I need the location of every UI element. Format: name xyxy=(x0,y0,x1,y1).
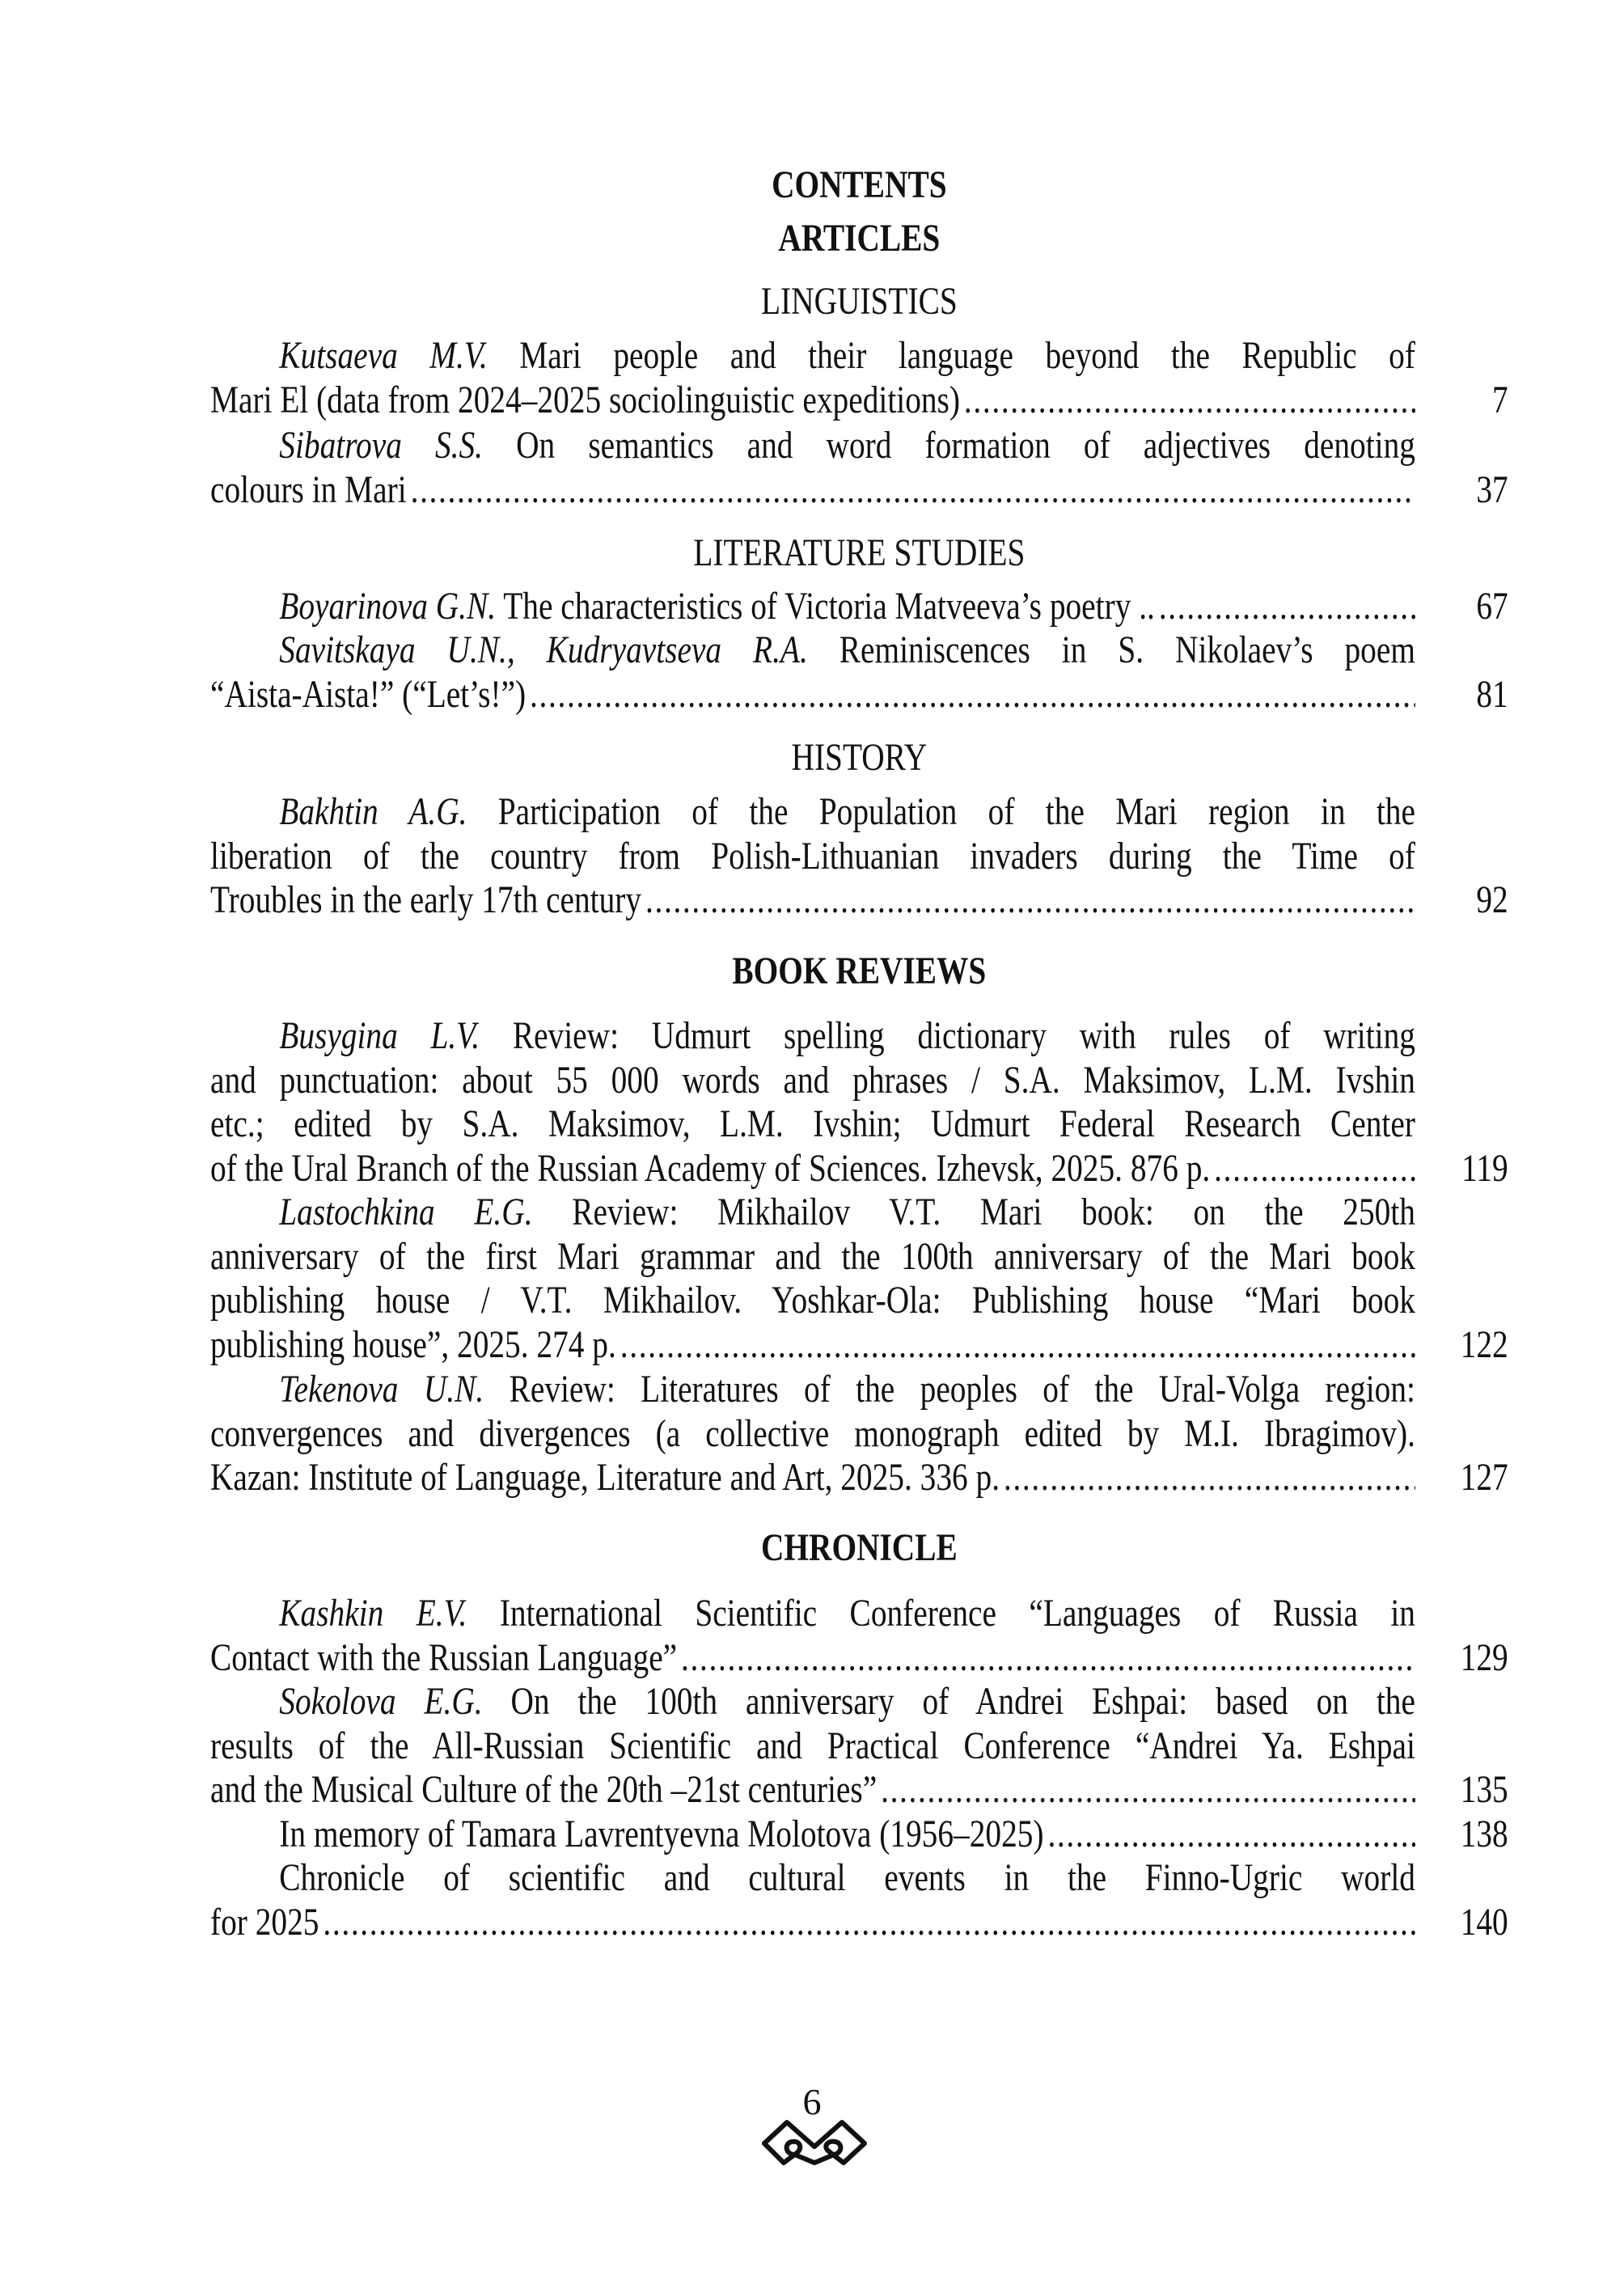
toc-entry-body xyxy=(210,790,1508,923)
entry-title-line: of the Ural Branch of the Russian Academy of Sciences. Izhevsk, 2025. 876 p. xyxy=(210,1146,1211,1190)
section-heading xyxy=(210,217,1508,261)
toc-line-text xyxy=(210,1813,1415,1857)
entry-title-line: and punctuation: about 55 000 words and phrases / S.A. Maksimov, L.M. Ivshin xyxy=(210,1058,1415,1102)
line-content xyxy=(210,1412,1415,1457)
entry-title-line: liberation of the country from Polish-Lithuanian invaders during the Time of xyxy=(210,834,1415,878)
dot-leader xyxy=(1000,1456,1415,1500)
entry-title-line: for 2025 xyxy=(210,1900,319,1944)
toc-entry[interactable] xyxy=(210,1014,1508,1191)
entry-title-line: “Aista-Aista!” (“Let’s!”) xyxy=(210,672,527,716)
toc-line-text xyxy=(210,1901,1415,1945)
toc-entry[interactable] xyxy=(210,1856,1508,1944)
line-content xyxy=(210,1901,1415,1945)
entry-title-line: On semantics and word formation of adjectives denoting xyxy=(483,424,1415,467)
toc-line xyxy=(210,1279,1508,1323)
toc-entry[interactable] xyxy=(210,1368,1508,1500)
line-words xyxy=(279,1592,1415,1635)
dot-leader xyxy=(616,1323,1415,1368)
entry-title-line: Mari people and their language beyond the Republic of xyxy=(487,334,1415,377)
line-words xyxy=(279,334,1415,377)
page-ref: 122 xyxy=(1460,1322,1508,1366)
page-ref: 129 xyxy=(1460,1635,1508,1679)
line-words xyxy=(210,835,1415,878)
toc-line-text xyxy=(210,1147,1415,1191)
toc-line-text xyxy=(210,1724,1415,1769)
toc-entry[interactable] xyxy=(210,585,1508,629)
toc-line-text xyxy=(210,1323,1415,1368)
entry-author: Tekenova U.N. xyxy=(279,1368,484,1411)
entry-title-line: publishing house / V.T. Mikhailov. Yoshkar-Ola: Publishing house “Mari book xyxy=(210,1279,1415,1322)
line-content xyxy=(210,1014,1415,1059)
toc-line-text xyxy=(210,628,1415,673)
toc-line xyxy=(210,1636,1508,1681)
line-words xyxy=(210,673,526,717)
toc-line xyxy=(210,1323,1508,1368)
line-content xyxy=(210,1191,1415,1235)
entry-title-line: Reminiscences in S. Nikolaev’s poem xyxy=(807,628,1415,671)
page-ref: 92 xyxy=(1476,878,1508,922)
ornament-icon xyxy=(758,2111,871,2176)
line-words xyxy=(210,1456,1000,1500)
line-content xyxy=(210,1680,1415,1724)
line-words xyxy=(210,1279,1415,1322)
toc-line-text xyxy=(210,1636,1415,1681)
toc-entry[interactable] xyxy=(210,334,1508,422)
line-content xyxy=(210,1147,1415,1191)
toc-line xyxy=(210,790,1508,835)
toc-line-text xyxy=(210,1059,1415,1103)
toc-line-text xyxy=(210,835,1415,879)
line-words xyxy=(210,1235,1415,1278)
page-ref xyxy=(1415,1102,1508,1147)
toc-line-text xyxy=(210,1102,1415,1147)
line-words xyxy=(210,1724,1415,1767)
entry-title-line: Review: Mikhailov V.T. Mari book: on the 250th xyxy=(532,1191,1415,1233)
toc-line xyxy=(210,1059,1508,1103)
toc-line xyxy=(210,878,1508,923)
dot-leader xyxy=(641,878,1415,923)
toc-line xyxy=(210,1014,1508,1059)
section-heading-text: LINGUISTICS xyxy=(761,280,958,323)
entry-title-line: International Scientific Conference “Languages of Russia in xyxy=(467,1592,1415,1635)
toc-line xyxy=(210,1856,1508,1901)
line-words xyxy=(210,878,641,923)
page-ref xyxy=(1415,1856,1508,1901)
toc-line xyxy=(210,334,1508,379)
line-words xyxy=(279,585,1155,629)
section-heading xyxy=(210,950,1508,994)
toc-entry-body xyxy=(210,424,1508,512)
toc-line xyxy=(210,1191,1508,1235)
entry-author: Savitskaya U.N., Kudryavtseva R.A. xyxy=(279,628,808,671)
entry-title-line: results of the All-Russian Scientific and Practical Conference “Andrei Ya. Eshpai xyxy=(210,1724,1415,1767)
dot-leader xyxy=(1044,1813,1415,1857)
line-content xyxy=(210,1768,1415,1813)
page-ref xyxy=(1415,1680,1508,1724)
line-words xyxy=(210,1636,677,1681)
line-content xyxy=(210,1279,1415,1323)
section-heading-text: ARTICLES xyxy=(778,217,941,260)
page-ref: 81 xyxy=(1476,672,1508,716)
entry-author: Kashkin E.V. xyxy=(279,1592,467,1635)
line-words xyxy=(279,1813,1043,1857)
page-ref: 37 xyxy=(1476,467,1508,511)
line-content xyxy=(210,628,1415,673)
toc-line xyxy=(210,835,1508,879)
line-words xyxy=(210,379,960,423)
line-content xyxy=(210,1102,1415,1147)
entry-title-line: In memory of Tamara Lavrentyevna Molotova (1956–2025) xyxy=(279,1813,1044,1855)
line-words xyxy=(279,424,1415,467)
line-content xyxy=(210,1813,1415,1857)
line-words xyxy=(210,468,407,513)
entry-title-line: Contact with the Russian Language” xyxy=(210,1635,678,1679)
toc-entry-body xyxy=(210,585,1508,629)
toc-line-text xyxy=(210,1856,1415,1901)
dot-leader xyxy=(877,1768,1415,1813)
line-content xyxy=(210,1456,1415,1500)
toc-line-text xyxy=(210,1412,1415,1457)
toc-line xyxy=(210,468,1508,513)
dot-leader xyxy=(960,379,1415,423)
page-ref xyxy=(1415,1368,1508,1412)
page-ref: 135 xyxy=(1460,1768,1508,1812)
line-content xyxy=(210,334,1415,379)
page-ref: 140 xyxy=(1460,1900,1508,1944)
line-content xyxy=(210,1059,1415,1103)
line-content xyxy=(210,835,1415,879)
page-ref xyxy=(1415,1235,1508,1280)
line-words xyxy=(279,1368,1415,1411)
page-ref: 67 xyxy=(1476,585,1508,628)
page-ref xyxy=(1415,1059,1508,1103)
page-ref xyxy=(1415,424,1508,468)
toc-entry-body xyxy=(210,1014,1508,1191)
line-words xyxy=(279,1191,1415,1233)
toc-line xyxy=(210,379,1508,423)
page-ref xyxy=(1415,1592,1508,1636)
section-heading-text: HISTORY xyxy=(791,736,928,779)
page-ref xyxy=(1415,1191,1508,1235)
toc-line-text xyxy=(210,585,1415,629)
toc-line xyxy=(210,1768,1508,1813)
toc-line-text xyxy=(210,1191,1415,1235)
entry-title-line: convergences and divergences (a collective monograph edited by M.I. Ibragimov). xyxy=(210,1411,1415,1455)
toc-line xyxy=(210,673,1508,717)
page-ref xyxy=(1415,1279,1508,1323)
line-content xyxy=(210,585,1415,629)
toc-line-text xyxy=(210,334,1415,379)
toc-line-text xyxy=(210,424,1415,468)
toc-entry-body xyxy=(210,1592,1508,1680)
contents-title: CONTENTS xyxy=(772,163,947,206)
page-ref xyxy=(1415,1724,1508,1769)
line-content xyxy=(210,673,1415,717)
toc-entry[interactable] xyxy=(210,1813,1508,1857)
entry-title-line: and the Musical Culture of the 20th –21st centuries” xyxy=(210,1768,878,1812)
dot-leader xyxy=(526,673,1415,717)
line-content xyxy=(210,1856,1415,1901)
toc-entry[interactable] xyxy=(210,1592,1508,1680)
section-heading xyxy=(210,531,1508,576)
toc-line-text xyxy=(210,1368,1415,1412)
entry-author: Sibatrova S.S. xyxy=(279,424,484,467)
toc-line-text xyxy=(210,1592,1415,1636)
line-content xyxy=(210,468,1415,513)
line-words xyxy=(210,1323,616,1368)
section-heading xyxy=(210,1526,1508,1571)
toc-line xyxy=(210,1592,1508,1636)
toc-line xyxy=(210,1724,1508,1769)
section-heading-text: BOOK REVIEWS xyxy=(732,950,987,992)
toc-line xyxy=(210,424,1508,468)
entry-title-line: The characteristics of Victoria Matveeva’s poetry .. xyxy=(496,585,1155,628)
toc-line-text xyxy=(210,468,1415,513)
toc-line xyxy=(210,585,1508,629)
entry-title-line: On the 100th anniversary of Andrei Eshpai: based on the xyxy=(482,1680,1415,1723)
toc-line-text xyxy=(210,1014,1415,1059)
entry-title-line: Review: Udmurt spelling dictionary with rules of writing xyxy=(480,1014,1415,1057)
line-words xyxy=(210,1102,1415,1145)
toc-line xyxy=(210,1147,1508,1191)
line-words xyxy=(279,1014,1415,1057)
entry-author: Kutsaeva M.V. xyxy=(279,334,488,377)
dot-leader xyxy=(1210,1147,1415,1191)
toc-line-text xyxy=(210,1279,1415,1323)
dot-leader xyxy=(319,1901,1415,1945)
line-words xyxy=(210,1147,1210,1191)
page-number: 6 xyxy=(802,2081,822,2122)
entry-title-line: Review: Literatures of the peoples of the Ural-Volga region: xyxy=(484,1368,1415,1411)
line-content xyxy=(210,424,1415,468)
entry-title-line: Chronicle of scientific and cultural events in the Finno-Ugric world xyxy=(279,1856,1415,1899)
toc-entry[interactable] xyxy=(210,1191,1508,1367)
entry-author: Lastochkina E.G. xyxy=(279,1191,533,1233)
entry-title-line: Kazan: Institute of Language, Literature and Art, 2025. 336 p. xyxy=(210,1456,1000,1500)
page-ref xyxy=(1415,1014,1508,1059)
toc-line xyxy=(210,1813,1508,1857)
toc-entry-body xyxy=(210,1191,1508,1367)
entry-title-line: etc.; edited by S.A. Maksimov, L.M. Ivshin; Udmurt Federal Research Center xyxy=(210,1102,1415,1146)
toc-line xyxy=(210,1102,1508,1147)
line-words xyxy=(210,1768,877,1813)
toc-entry[interactable] xyxy=(210,1680,1508,1813)
line-words xyxy=(279,790,1415,833)
page-ref: 138 xyxy=(1460,1813,1508,1855)
toc-entry-body xyxy=(210,1680,1508,1813)
toc-entry[interactable] xyxy=(210,790,1508,923)
entry-title-line: publishing house”, 2025. 274 p. xyxy=(210,1322,616,1366)
toc-line-text xyxy=(210,1235,1415,1280)
toc-entry[interactable] xyxy=(210,424,1508,512)
page-ref xyxy=(1415,835,1508,879)
toc-line xyxy=(210,1456,1508,1500)
page-ref xyxy=(1415,1412,1508,1457)
page-ref xyxy=(1415,790,1508,835)
toc-line-text xyxy=(210,673,1415,717)
toc-line xyxy=(210,1235,1508,1280)
entry-author: Bakhtin A.G. xyxy=(279,790,467,833)
line-words xyxy=(210,1412,1415,1455)
toc-line xyxy=(210,1412,1508,1457)
page-ref xyxy=(1415,334,1508,379)
toc-line xyxy=(210,628,1508,673)
toc-entry[interactable] xyxy=(210,628,1508,717)
page-ref: 119 xyxy=(1461,1146,1508,1190)
dot-leader xyxy=(677,1636,1415,1681)
line-content xyxy=(210,1636,1415,1681)
entry-title-line: Participation of the Population of the Mari region in the xyxy=(467,790,1415,833)
line-content xyxy=(210,1724,1415,1769)
toc-entry-body xyxy=(210,334,1508,422)
line-words xyxy=(279,1856,1415,1899)
toc-line-text xyxy=(210,1456,1415,1500)
line-content xyxy=(210,379,1415,423)
dot-leader xyxy=(1155,585,1415,629)
section-heading-text: CHRONICLE xyxy=(760,1526,958,1569)
toc-line-text xyxy=(210,878,1415,923)
page-ref: 127 xyxy=(1460,1456,1508,1500)
line-content xyxy=(210,878,1415,923)
line-content xyxy=(210,1235,1415,1280)
line-words xyxy=(210,1901,319,1945)
line-words xyxy=(210,1059,1415,1102)
toc-entry-body xyxy=(210,628,1508,717)
toc-entry-body xyxy=(210,1856,1508,1944)
dot-leader xyxy=(407,468,1415,513)
line-content xyxy=(210,1323,1415,1368)
toc-line-text xyxy=(210,1768,1415,1813)
line-content xyxy=(210,790,1415,835)
page-ref: 7 xyxy=(1492,378,1508,421)
toc-line xyxy=(210,1368,1508,1412)
entry-title-line: Mari El (data from 2024–2025 sociolinguistic expeditions) xyxy=(210,378,960,421)
toc-entry-body xyxy=(210,1813,1508,1857)
section-heading-text: LITERATURE STUDIES xyxy=(693,531,1026,574)
toc-line-text xyxy=(210,1680,1415,1724)
line-content xyxy=(210,1592,1415,1636)
page-ref xyxy=(1415,628,1508,673)
entry-title-line: colours in Mari xyxy=(210,467,407,511)
entry-author: Boyarinova G.N. xyxy=(279,585,497,628)
section-heading xyxy=(210,280,1508,324)
toc-line xyxy=(210,1901,1508,1945)
section-heading xyxy=(210,736,1508,781)
line-words xyxy=(279,1680,1415,1723)
entry-author: Busygina L.V. xyxy=(279,1014,480,1057)
entry-author: Sokolova E.G. xyxy=(279,1680,483,1723)
line-words xyxy=(279,628,1415,671)
entry-title-line: anniversary of the first Mari grammar and the 100th anniversary of the Mari book xyxy=(210,1234,1415,1278)
toc-line-text xyxy=(210,790,1415,835)
line-content xyxy=(210,1368,1415,1412)
toc-line xyxy=(210,1680,1508,1724)
toc-line-text xyxy=(210,379,1415,423)
toc-entry-body xyxy=(210,1368,1508,1500)
entry-title-line: Troubles in the early 17th century xyxy=(210,878,642,922)
